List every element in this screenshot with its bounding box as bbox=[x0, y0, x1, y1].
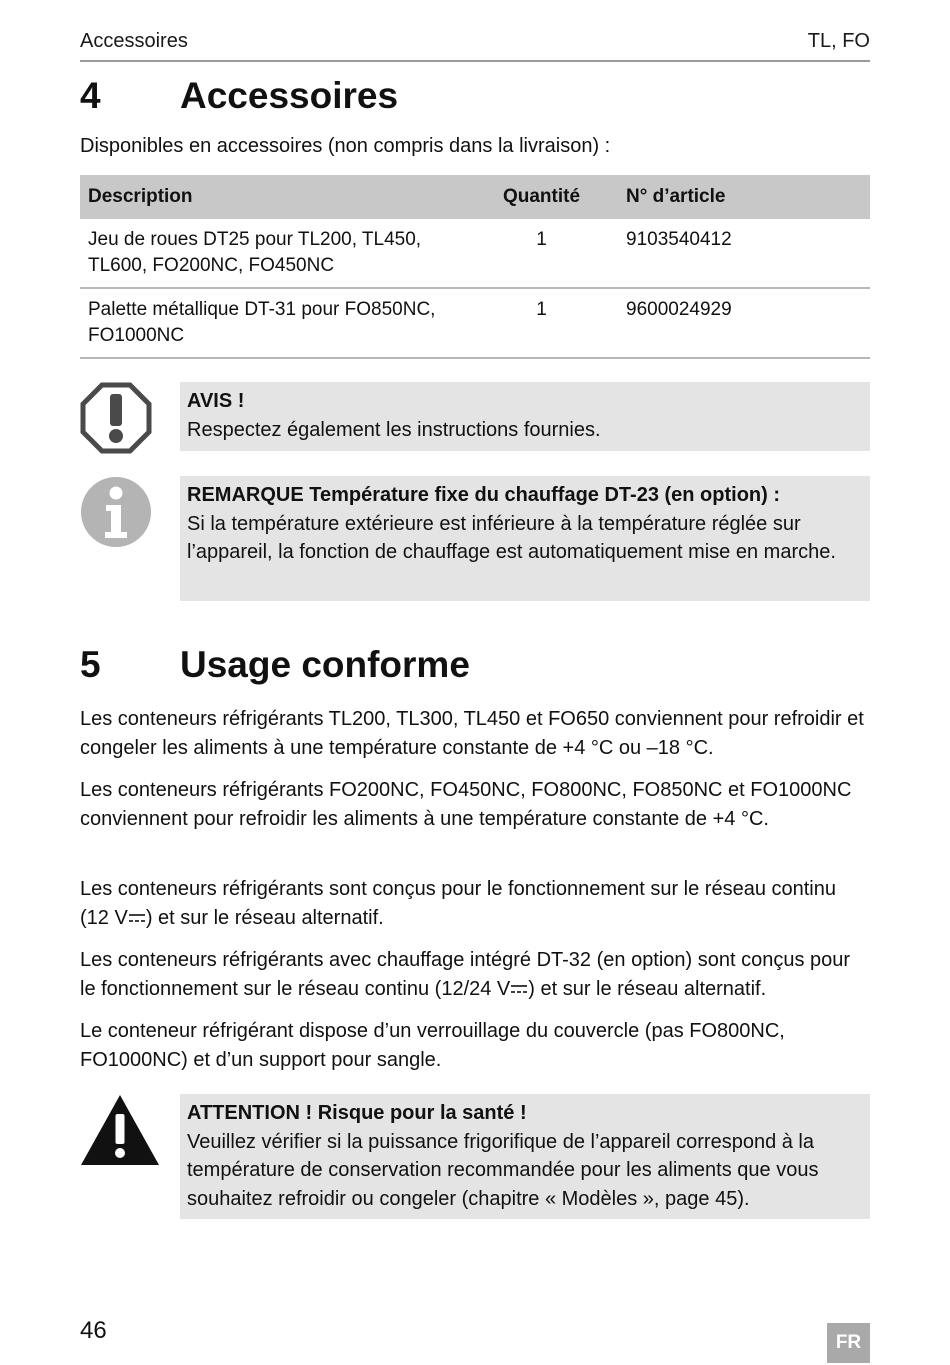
column-header-quantity: Quantité bbox=[481, 175, 602, 219]
notice-title: ATTENTION ! Risque pour la santé ! bbox=[187, 1102, 527, 1124]
language-badge: FR bbox=[827, 1323, 870, 1363]
info-icon bbox=[80, 476, 152, 548]
header-models: TL, FO bbox=[807, 30, 870, 52]
cell-quantity: 1 bbox=[481, 219, 602, 288]
notice-attention bbox=[180, 1094, 870, 1219]
paragraph bbox=[80, 705, 870, 762]
accessories-table bbox=[80, 175, 870, 359]
direct-current-icon bbox=[128, 912, 146, 924]
text-fragment: Les conteneurs réfrigérants sont conçus pour le fonctionnement sur le réseau continu (12 V bbox=[80, 878, 836, 929]
section-title: Usage conforme bbox=[180, 644, 470, 685]
paragraph-text bbox=[80, 946, 870, 1003]
cell-description: Jeu de roues DT25 pour TL200, TL450, TL600, FO200NC, FO450NC bbox=[80, 219, 481, 288]
header-chapter: Accessoires bbox=[80, 30, 188, 52]
text-fragment: Les conteneurs réfrigérants avec chauffage intégré DT-32 (en option) sont conçus pour le fonctionnement sur le réseau continu (12/24 V bbox=[80, 949, 851, 1000]
notice-text: Si la température extérieure est inférieure à la température réglée sur l’appareil, la fonction de chauffage est automatiquement mise en marche. bbox=[187, 512, 836, 563]
text-fragment: ) et sur le réseau alternatif. bbox=[528, 977, 767, 1000]
cell-article: 9103540412 bbox=[602, 219, 870, 288]
text-fragment: ) et sur le réseau alternatif. bbox=[145, 906, 384, 929]
notice-title: REMARQUE Température fixe du chauffage DT-23 (en option) : bbox=[187, 484, 781, 506]
column-header-article: N° d’article bbox=[602, 175, 870, 219]
table-row bbox=[80, 288, 870, 358]
manual-page bbox=[80, 0, 870, 1365]
page-number: 46 bbox=[80, 1317, 107, 1344]
paragraph bbox=[80, 946, 870, 1003]
section-title: Accessoires bbox=[180, 75, 399, 116]
notice-title: AVIS ! bbox=[187, 390, 245, 412]
notice-avis bbox=[180, 382, 870, 451]
column-header-description: Description bbox=[80, 175, 481, 219]
paragraph-text: Les conteneurs réfrigérants FO200NC, FO450NC, FO800NC, FO850NC et FO1000NC conviennent pour refroidir les aliments à une température constante de +4 °C. bbox=[80, 779, 852, 830]
paragraph-text: Les conteneurs réfrigérants TL200, TL300, TL450 et FO650 conviennent pour refroidir et congeler les aliments à une température constante de +4 °C ou –18 °C. bbox=[80, 708, 864, 759]
direct-current-icon bbox=[510, 983, 528, 995]
notice-remarque bbox=[180, 476, 870, 601]
cell-article: 9600024929 bbox=[602, 288, 870, 358]
notice-text: Respectez également les instructions fournies. bbox=[187, 418, 601, 441]
section-number: 5 bbox=[80, 644, 101, 685]
paragraph-text: Le conteneur réfrigérant dispose d’un verrouillage du couvercle (pas FO800NC, FO1000NC) et d’un support pour sangle. bbox=[80, 1020, 785, 1071]
table-row bbox=[80, 219, 870, 288]
section-number: 4 bbox=[80, 75, 101, 116]
paragraph-text bbox=[80, 875, 870, 932]
table-header-row bbox=[80, 175, 870, 219]
cell-quantity: 1 bbox=[481, 288, 602, 358]
accessories-intro: Disponibles en accessoires (non compris dans la livraison) : bbox=[80, 135, 611, 157]
paragraph bbox=[80, 875, 870, 932]
paragraph bbox=[80, 1017, 870, 1074]
running-header bbox=[80, 30, 870, 62]
warning-triangle-icon bbox=[80, 1094, 160, 1166]
cell-description: Palette métallique DT-31 pour FO850NC, FO1000NC bbox=[80, 288, 481, 358]
exclamation-octagon-icon bbox=[80, 382, 152, 454]
paragraph bbox=[80, 776, 870, 833]
notice-text: Veuillez vérifier si la puissance frigorifique de l’appareil correspond à la température de conservation recommandée pour les aliments que vous souhaitez refroidir ou congeler (chapitre « Modèles », page 45). bbox=[187, 1130, 819, 1210]
